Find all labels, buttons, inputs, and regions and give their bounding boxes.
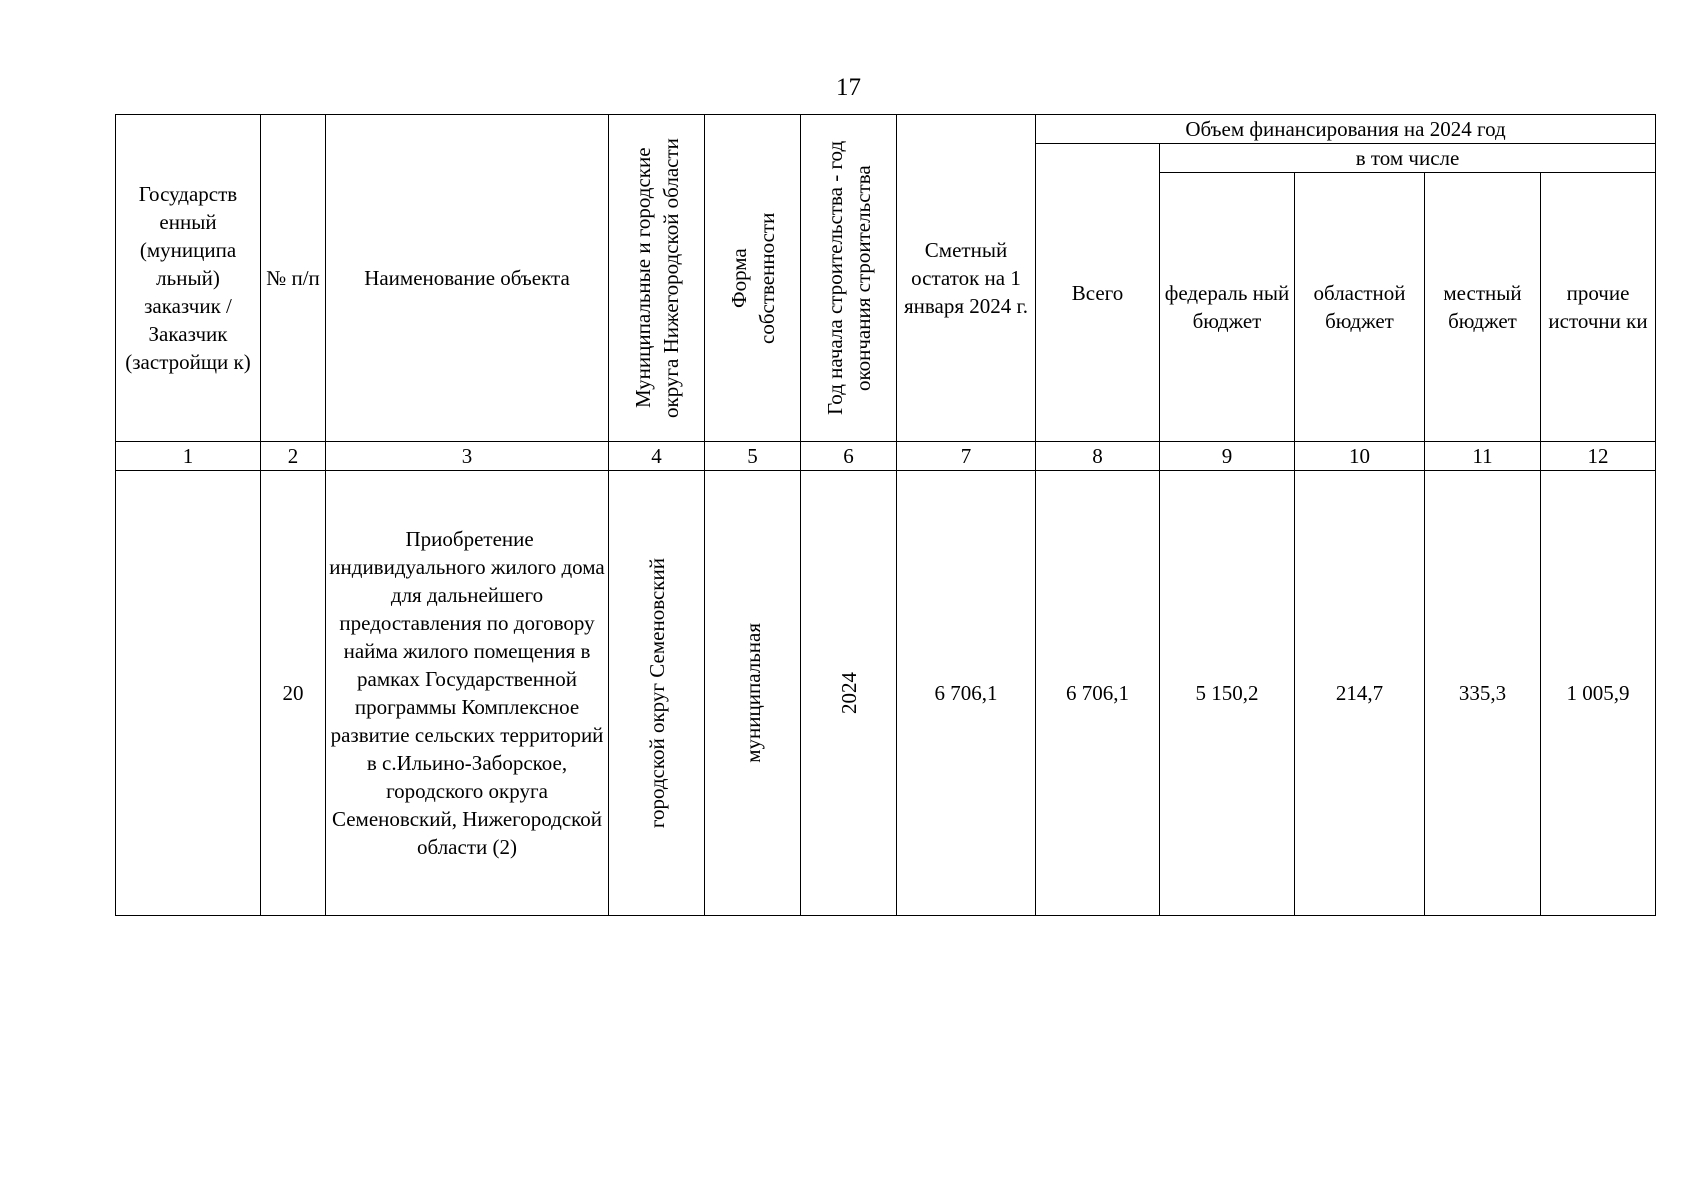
header-number: № п/п: [261, 115, 326, 442]
cell-years: 2024: [836, 672, 861, 714]
financing-table: [115, 114, 1656, 916]
header-estimate-balance: Сметный остаток на 1 января 2024 г.: [897, 115, 1036, 442]
column-number-row: [116, 442, 1656, 471]
column-number: 4: [609, 442, 705, 471]
cell-years-container: [801, 471, 897, 916]
header-years-cell: [801, 115, 897, 442]
column-number: 9: [1160, 442, 1295, 471]
header-including: в том числе: [1160, 144, 1656, 173]
column-number: 1: [116, 442, 261, 471]
cell-municipality: городской округ Семеновский: [644, 557, 669, 829]
cell-local: 335,3: [1425, 471, 1541, 916]
header-total: Всего: [1036, 144, 1160, 442]
cell-number: 20: [261, 471, 326, 916]
cell-object-name-container: [326, 471, 609, 916]
column-number: 7: [897, 442, 1036, 471]
header-customer: Государств енный (муниципа льный) заказчик / Заказчик (застройщи к): [116, 115, 261, 442]
column-number: 5: [705, 442, 801, 471]
cell-customer: [116, 471, 261, 916]
cell-other: 1 005,9: [1541, 471, 1656, 916]
header-regional: областной бюджет: [1295, 173, 1425, 442]
cell-total: 6 706,1: [1036, 471, 1160, 916]
cell-ownership: муниципальная: [740, 623, 765, 763]
cell-municipality-container: [609, 471, 705, 916]
column-number: 8: [1036, 442, 1160, 471]
header-municipality-cell: [609, 115, 705, 442]
cell-estimate-balance: 6 706,1: [897, 471, 1036, 916]
page-number: 17: [836, 74, 861, 101]
cell-regional: 214,7: [1295, 471, 1425, 916]
cell-ownership-container: [705, 471, 801, 916]
column-number: 12: [1541, 442, 1656, 471]
cell-object-name: Приобретение индивидуального жилого дома для дальнейшего предоставления по договору найма жилого помещения в рамках Государственной программы Комплексное развитие сельских территорий в с.Ильино-Заборское, городского округа Семеновский, Нижегородской области (2): [329, 527, 610, 859]
header-object-name: Наименование объекта: [326, 115, 609, 442]
table-row: [116, 471, 1656, 916]
column-number: 11: [1425, 442, 1541, 471]
header-financing-group: Объем финансирования на 2024 год: [1036, 115, 1656, 144]
column-number: 2: [261, 442, 326, 471]
header-local: местный бюджет: [1425, 173, 1541, 442]
header-other: прочие источни ки: [1541, 173, 1656, 442]
column-number: 10: [1295, 442, 1425, 471]
header-row-top: [116, 115, 1656, 144]
header-years: Год начала строительства - год окончания строительства: [822, 140, 875, 416]
cell-federal: 5 150,2: [1160, 471, 1295, 916]
header-municipality: Муниципальные и городские округа Нижегородской области: [630, 138, 683, 418]
header-ownership: Форма собственности: [726, 212, 779, 344]
header-ownership-cell: [705, 115, 801, 442]
column-number: 3: [326, 442, 609, 471]
column-number: 6: [801, 442, 897, 471]
header-federal: федераль ный бюджет: [1160, 173, 1295, 442]
